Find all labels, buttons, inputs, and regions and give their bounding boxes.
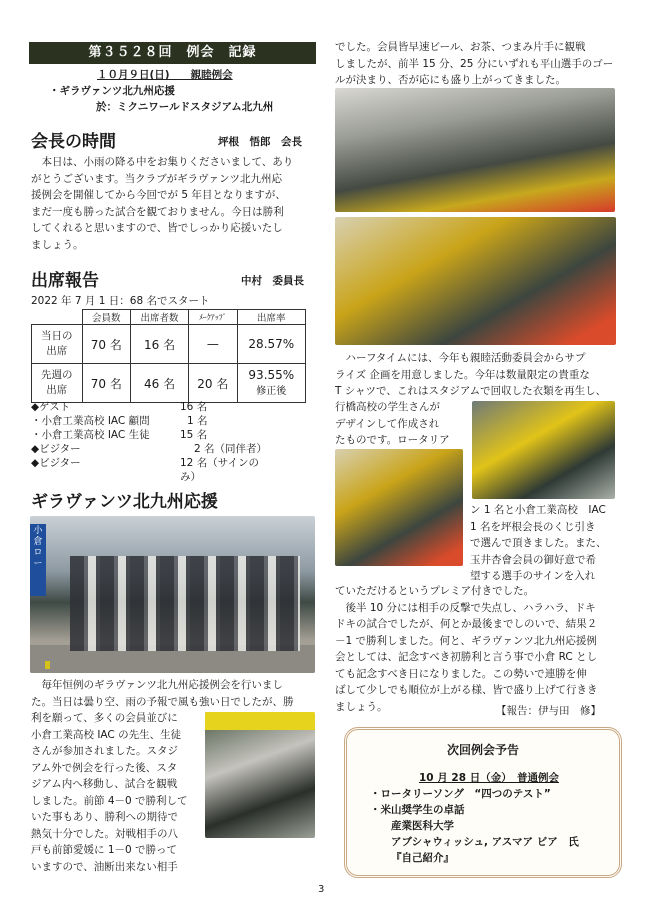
right-line: ン 1 名と小倉工業高校 IAC (470, 504, 606, 516)
reporter: 【報告：伊与田 修】 (496, 705, 601, 717)
right-line: 1 名を坪根会長のくじ引き (470, 520, 596, 533)
cell-members: 70 名 (82, 325, 131, 364)
support-line: 毎年恒例のギラヴァンツ北九州応援例会を行いまし (31, 679, 283, 691)
right-line: ましょう。 (335, 700, 388, 713)
support-line: いた事もあり、勝利への期待で (31, 811, 178, 823)
list-item: 産業医科大学 (391, 820, 454, 832)
tshirt-photo (472, 401, 615, 499)
attendance-baseline: 2022 年 7 月 1 日：68 名でスタート (31, 295, 210, 307)
right-line: 会としては、記念すべき初勝利と言う事で小倉 RC とし (335, 651, 598, 663)
list-item: ・小倉工業高校 IAC 生徒 15 名 (31, 429, 208, 441)
list-item: ◆ビジター 2 名（同伴者） (31, 443, 268, 455)
cell-rate: 93.55% 修正後 (237, 364, 305, 403)
president-heading: 会長の時間 (31, 132, 116, 152)
attendance-speaker: 中村 委員長 (241, 275, 304, 287)
banner-text: 小倉ロー (30, 524, 46, 596)
list-item: ・ロータリーソング “四つのテスト” (370, 788, 551, 800)
table-row (32, 325, 306, 364)
list-item: 『自己紹介』 (391, 852, 454, 864)
raffle-narrow (470, 502, 620, 585)
list-item: ◆ゲスト 16 名 (31, 401, 208, 413)
right-line: ても記念すべき日になりました。この勢いで連勝を伸 (335, 667, 587, 680)
right-line: で選んで頂きました。また、 (470, 537, 607, 549)
cell-present: 16 名 (131, 325, 189, 364)
president-line: してくれると思いますので、皆でしっかり応援いたし (31, 222, 283, 234)
right-line: たものです。ロータリア (335, 434, 450, 446)
cell-makeup: — (189, 325, 238, 364)
support-line: 利を願って、多くの会員並びに (31, 712, 178, 724)
support-heading: ギラヴァンツ北九州応援 (31, 492, 218, 512)
stands-photo (335, 88, 615, 212)
right-top-text (335, 39, 625, 89)
right-line: ライズ 企画を用意しました。今年は数量限定の貴重な (335, 368, 590, 381)
right-line: 後半 10 分には相手の反撃で失点し、ハラハラ、ドキ (335, 601, 596, 614)
list-item: アブシャウィッシュ, アスマア ビア 氏 (391, 836, 579, 848)
support-line: いますので、油断出来ない相手 (31, 860, 178, 873)
halftime-narrow (335, 399, 470, 449)
col-rate: 出席率 (237, 310, 305, 325)
support-line: さんが参加されました。スタジ (31, 745, 178, 757)
president-body (31, 154, 316, 253)
support-line: た。当日は曇り空、雨の予報で風も強い日でしたが、勝 (31, 695, 294, 708)
meeting-date: １０月９日(日) 親睦例会 (97, 69, 233, 81)
crowd-photo (335, 217, 616, 345)
list-item: ◆ビジター 12 名（サインのみ） (31, 457, 259, 483)
col-members: 会員数 (82, 310, 131, 325)
president-line: まだ一度も勝った試合を観ておりません。今日は勝利 (31, 205, 284, 218)
right-line: ハーフタイムには、今年も親睦活動委員会からサプ (335, 352, 586, 364)
right-line: 玉井杏會会員の御好意で希 (470, 553, 596, 566)
cell-present: 46 名 (131, 364, 189, 403)
meeting-venue: 於：ミクニワールドスタジアム北九州 (96, 101, 274, 113)
group-photo (30, 516, 315, 673)
right-line: ばして少しでも順位が上がる様、皆で盛り上げて行きき (335, 684, 598, 696)
support-body-narrow (31, 710, 203, 875)
list-item: ・小倉工業高校 IAC 顧問 1 名 (31, 415, 208, 427)
president-line: 本日は、小雨の降る中をお集りくださいまして、あり (31, 156, 294, 168)
right-line: T シャツで、これはスタジアムで回収した衣類を再生し、 (335, 385, 607, 397)
table-header-row (32, 310, 306, 325)
notice-date: 10 月 28 日（金） 普通例会 (419, 772, 559, 784)
row-label: 先週の 出席 (32, 364, 83, 403)
right-line: ルが決まり、否が応にも盛り上がってきました。 (335, 74, 566, 86)
halftime-full (335, 350, 625, 400)
col-present: 出席者数 (131, 310, 189, 325)
notice-items (370, 786, 579, 866)
support-body-full (31, 677, 321, 710)
guest-list (31, 400, 271, 483)
president-speaker: 坪根 悟郎 会長 (218, 136, 302, 148)
right-line: 望する選手のサインを入れ (470, 570, 596, 582)
right-line: 行橋高校の学生さんが (335, 401, 440, 413)
attendance-heading: 出席報告 (31, 271, 99, 291)
right-line: ていただけるというプレミア付きでした。 (335, 585, 535, 597)
president-line: 援例会を開催してから今回でが 5 年目となりますが、 (31, 189, 286, 201)
row-label: 当日の 出席 (32, 325, 83, 364)
raffle-photo (335, 449, 463, 566)
next-meeting-notice (344, 727, 622, 878)
president-line: がとうございます。当クラブがギラヴァンツ北九州応 (31, 172, 283, 185)
list-item: ・米山奨学生の卓話 (370, 804, 465, 816)
support-line: しました。前節 4－0 で勝利して (31, 794, 188, 807)
cell-rate: 28.57% (237, 325, 305, 364)
col-makeup: ﾒｰｸｱｯﾌﾟ (189, 310, 238, 325)
cell-members: 70 名 (82, 364, 131, 403)
meeting-event: ・ギラヴァンツ北九州応援 (49, 85, 175, 97)
right-line: しましたが、前半 15 分、25 分にいずれも平山選手のゴー (335, 57, 614, 70)
support-line: ジアム内へ移動し、試合を観戦 (31, 778, 178, 790)
right-bottom-text (335, 583, 625, 715)
right-line: －1 で勝利しました。何と、ギラヴァンツ北九州応援例 (335, 634, 597, 647)
right-line: デザインして作成され (335, 417, 440, 430)
record-title-bar: 第３５２８回 例会 記録 (29, 42, 316, 64)
page-number: 3 (318, 884, 325, 895)
right-line: ドキの試合でしたが、何とか最後までしのいで、結果２ (335, 618, 598, 630)
cell-makeup: 20 名 (189, 364, 238, 403)
support-line: 小倉工業高校 IAC の先生、生徒 (31, 728, 182, 741)
support-line: 熱気十分でした。対戦相手の八 (31, 827, 178, 840)
support-line: 戸も前節愛媛に 1－0 で勝って (31, 844, 178, 856)
entrance-photo (205, 712, 315, 838)
table-row (32, 364, 306, 403)
attendance-table (31, 309, 306, 403)
support-line: アム外で例会を行った後、スタ (31, 761, 178, 774)
president-line: ましょう。 (31, 238, 84, 251)
notice-title: 次回例会予告 (446, 743, 519, 757)
right-line: でした。会員皆早速ビール、お茶、つまみ片手に観戦 (335, 41, 586, 53)
